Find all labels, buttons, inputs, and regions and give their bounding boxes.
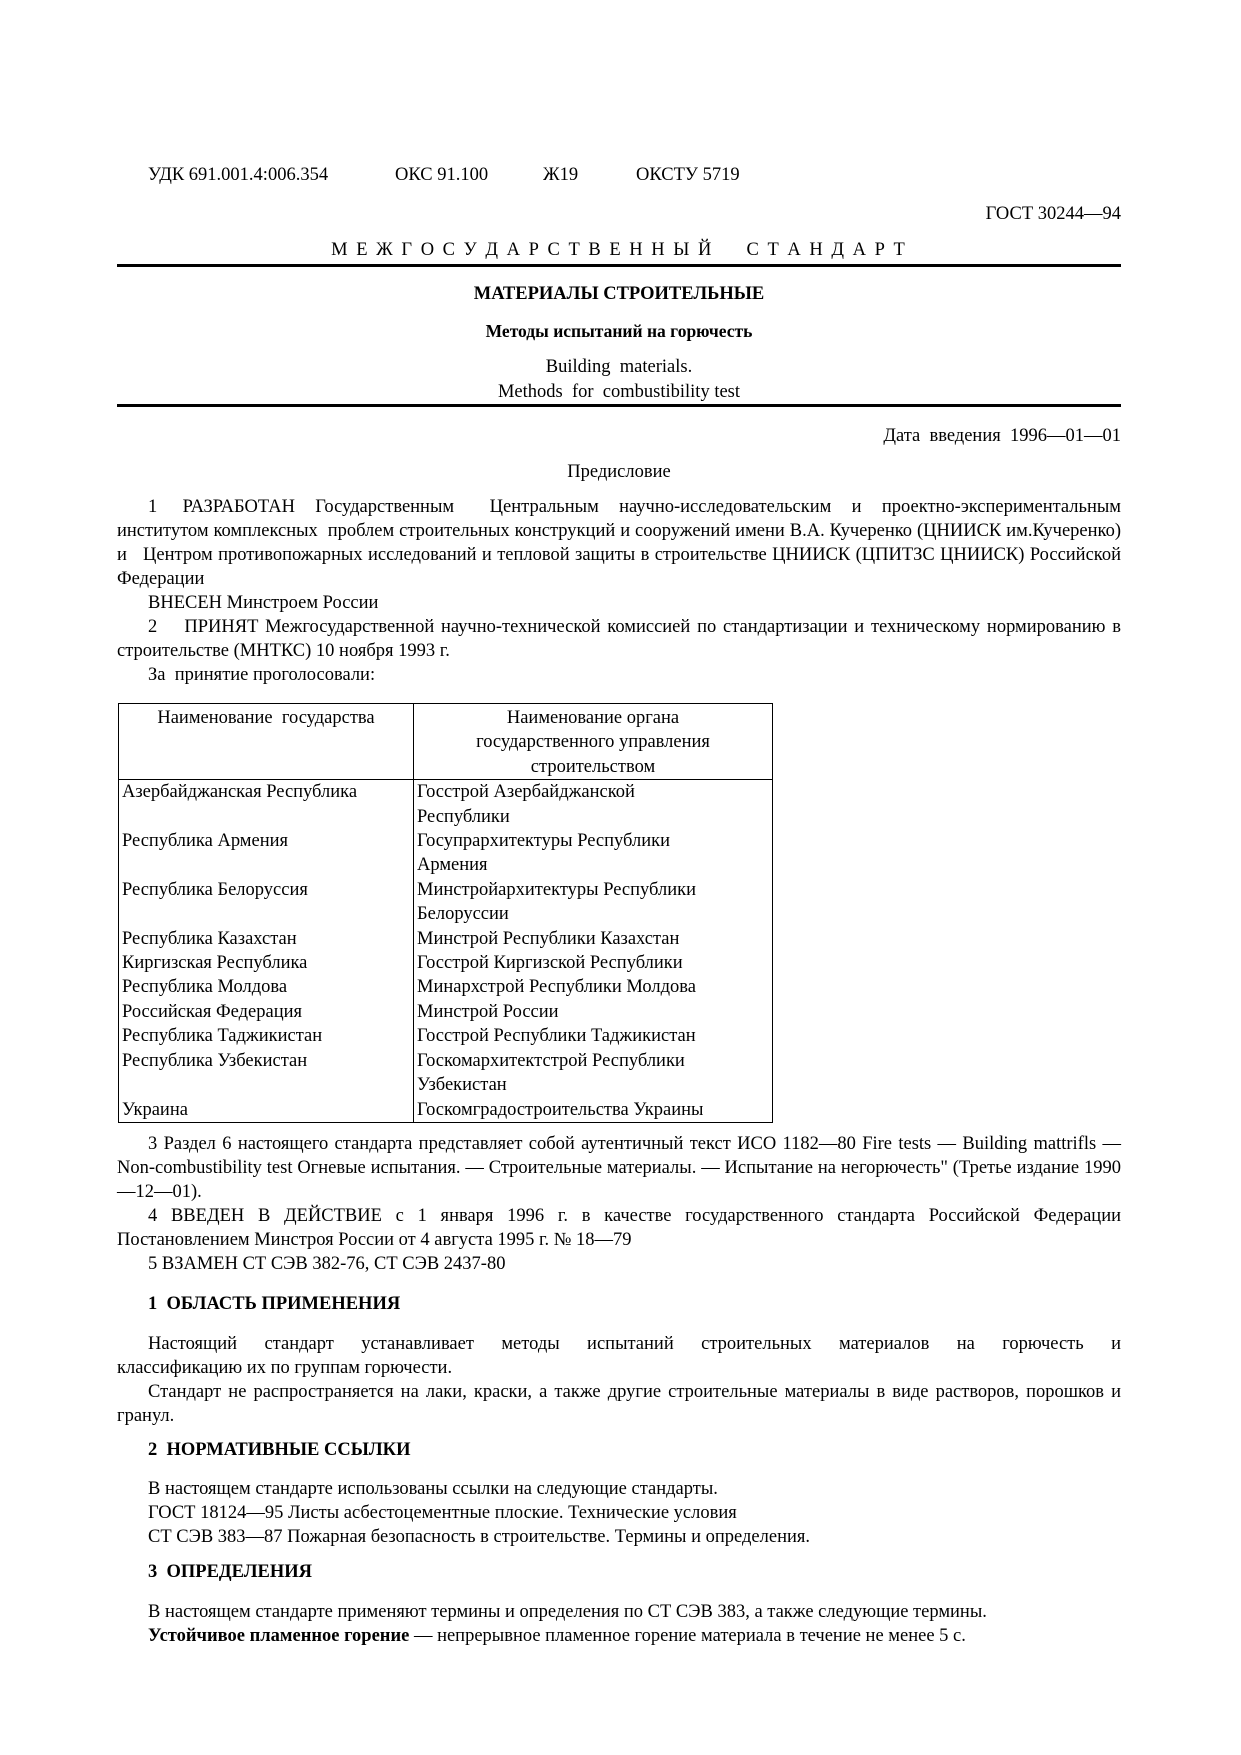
foreword-block-bottom (117, 1132, 1121, 1276)
document-subtitle: Методы испытаний на горючесть (485, 321, 753, 341)
foreword-item-4: 4 ВВЕДЕН В ДЕЙСТВИЕ с 1 января 1996 г. в качестве государственного стандарта Российской Федерации Постановлением Минстроя России от 4 августа 1995 г. № 18—79 (117, 1206, 1121, 1250)
table-cell-organ: Минстройархитектуры Республики Белоруссии (414, 878, 773, 927)
okstu-code: ОКСТУ 5719 (636, 165, 740, 185)
english-title-line2: Methods for combustibility test (497, 382, 741, 402)
section-1-paragraph-2: Стандарт не распространяется на лаки, краски, а также другие строительные материалы в виде растворов, порошков и гранул. (117, 1382, 1121, 1426)
table-cell-state: Украина (119, 1098, 414, 1123)
section-1-heading: 1 ОБЛАСТЬ ПРИМЕНЕНИЯ (148, 1294, 401, 1314)
group-code: Ж19 (543, 165, 579, 185)
section-3-paragraph-1: В настоящем стандарте применяют термины и определения по СТ СЭВ 383, а также следующие термины. (148, 1602, 987, 1622)
table-cell-state: Республика Армения (119, 829, 414, 878)
table-cell-organ: Госупрархитектуры Республики Армения (414, 829, 773, 878)
table-cell-organ: Госстрой Киргизской Республики (414, 951, 773, 975)
section-2-reference-1: ГОСТ 18124—95 Листы асбестоцементные плоские. Технические условия (148, 1503, 737, 1523)
table-row (119, 1098, 773, 1123)
english-title-line1: Building materials. (545, 357, 693, 377)
foreword-block-top (117, 495, 1126, 687)
definition-text: — непрерывное пламенное горение материала в течение не менее 5 с. (409, 1626, 966, 1646)
definition-term: Устойчивое пламенное горение (148, 1626, 410, 1646)
table-cell-state: Республика Узбекистан (119, 1049, 414, 1098)
section-definitions-body (117, 1600, 1121, 1648)
top-rule (117, 264, 1121, 267)
section-references-body (117, 1477, 1121, 1549)
table-cell-organ: Госкомградостроительства Украины (414, 1098, 773, 1123)
table-cell-state: Азербайджанская Республика (119, 780, 414, 829)
section-1-paragraph-1: Настоящий стандарт устанавливает методы испытаний строительных материалов на горючесть и классификацию их по группам горючести. (117, 1334, 1126, 1378)
table-cell-organ: Минархстрой Республики Молдова (414, 975, 773, 999)
document-title: МАТЕРИАЛЫ СТРОИТЕЛЬНЫЕ (473, 284, 765, 304)
bottom-rule (117, 404, 1121, 407)
section-3-definition (117, 1624, 1121, 1648)
table-row (119, 951, 773, 975)
section-scope-body (117, 1332, 1126, 1428)
section-2-reference-2: СТ СЭВ 383—87 Пожарная безопасность в строительстве. Термины и определения. (148, 1527, 811, 1547)
table-cell-state: Республика Казахстан (119, 927, 414, 951)
table-row (119, 780, 773, 829)
introduction-date: Дата введения 1996—01—01 (883, 426, 1121, 446)
table-cell-state: Республика Таджикистан (119, 1024, 414, 1048)
table-cell-state: Республика Молдова (119, 975, 414, 999)
table-row (119, 829, 773, 878)
foreword-item-5: 5 ВЗАМЕН СТ СЭВ 382-76, СТ СЭВ 2437-80 (148, 1254, 506, 1274)
foreword-item-2: 2 ПРИНЯТ Межгосударственной научно-технической комиссией по стандартизации и техническому нормированию в строительстве (МНТКС) 10 ноября 1993 г. (117, 617, 1126, 661)
voting-table (118, 703, 773, 1123)
foreword-item-1: 1 РАЗРАБОТАН Государственным Центральным научно-исследовательским и проектно-экспериментальным институтом комплексных проблем строительных конструкций и сооружений имени В.А. Кучеренко (ЦНИИСК им.Кучеренко) и Центром противопожарных исследований и тепловой защиты в строительстве ЦНИИСК (ЦПИТЗС ЦНИИСК) Российской Федерации (117, 497, 1126, 589)
table-header-organ: Наименование органа государственного управления строительством (414, 704, 773, 780)
section-definitions (117, 1560, 1121, 1584)
table-header-state: Наименование государства (119, 704, 414, 780)
foreword-submitted: ВНЕСЕН Минстроем России (148, 593, 379, 613)
gost-number: ГОСТ 30244—94 (985, 204, 1121, 224)
oks-code: ОКС 91.100 (395, 165, 489, 185)
foreword-vote-intro: За принятие проголосовали: (148, 665, 376, 685)
section-2-heading: 2 НОРМАТИВНЫЕ ССЫЛКИ (148, 1440, 411, 1460)
table-cell-organ: Госкомархитектстрой Республики Узбекистан (414, 1049, 773, 1098)
section-scope (117, 1292, 1121, 1316)
standard-kind: М Е Ж Г О С У Д А Р С Т В Е Н Н Ы Й С Т А Н Д А Р Т (331, 240, 907, 260)
table-cell-organ: Минстрой Республики Казахстан (414, 927, 773, 951)
table-row (119, 1049, 773, 1098)
table-row (119, 878, 773, 927)
table-cell-organ: Госстрой Азербайджанской Республики (414, 780, 773, 829)
foreword-heading: Предисловие (567, 462, 671, 482)
table-row (119, 1024, 773, 1048)
section-references (117, 1438, 1121, 1462)
table-cell-state: Киргизская Республика (119, 951, 414, 975)
table-row (119, 927, 773, 951)
table-cell-state: Российская Федерация (119, 1000, 414, 1024)
table-cell-organ: Госстрой Республики Таджикистан (414, 1024, 773, 1048)
table-cell-state: Республика Белоруссия (119, 878, 414, 927)
table-row (119, 975, 773, 999)
section-3-heading: 3 ОПРЕДЕЛЕНИЯ (148, 1562, 313, 1582)
table-cell-organ: Минстрой России (414, 1000, 773, 1024)
section-2-paragraph-1: В настоящем стандарте использованы ссылки на следующие стандарты. (148, 1479, 718, 1499)
table-row (119, 1000, 773, 1024)
table-header-row (119, 704, 773, 780)
udk-code: УДК 691.001.4:006.354 (148, 165, 329, 185)
foreword-item-3: 3 Раздел 6 настоящего стандарта представляет собой аутентичный текст ИСО 1182—80 Fire tests — Building mattrifls — Non-combustibility test Огневые испытания. — Строительные материалы. — Испытание на негорючесть" (Третье издание 1990—12—01). (117, 1134, 1121, 1202)
